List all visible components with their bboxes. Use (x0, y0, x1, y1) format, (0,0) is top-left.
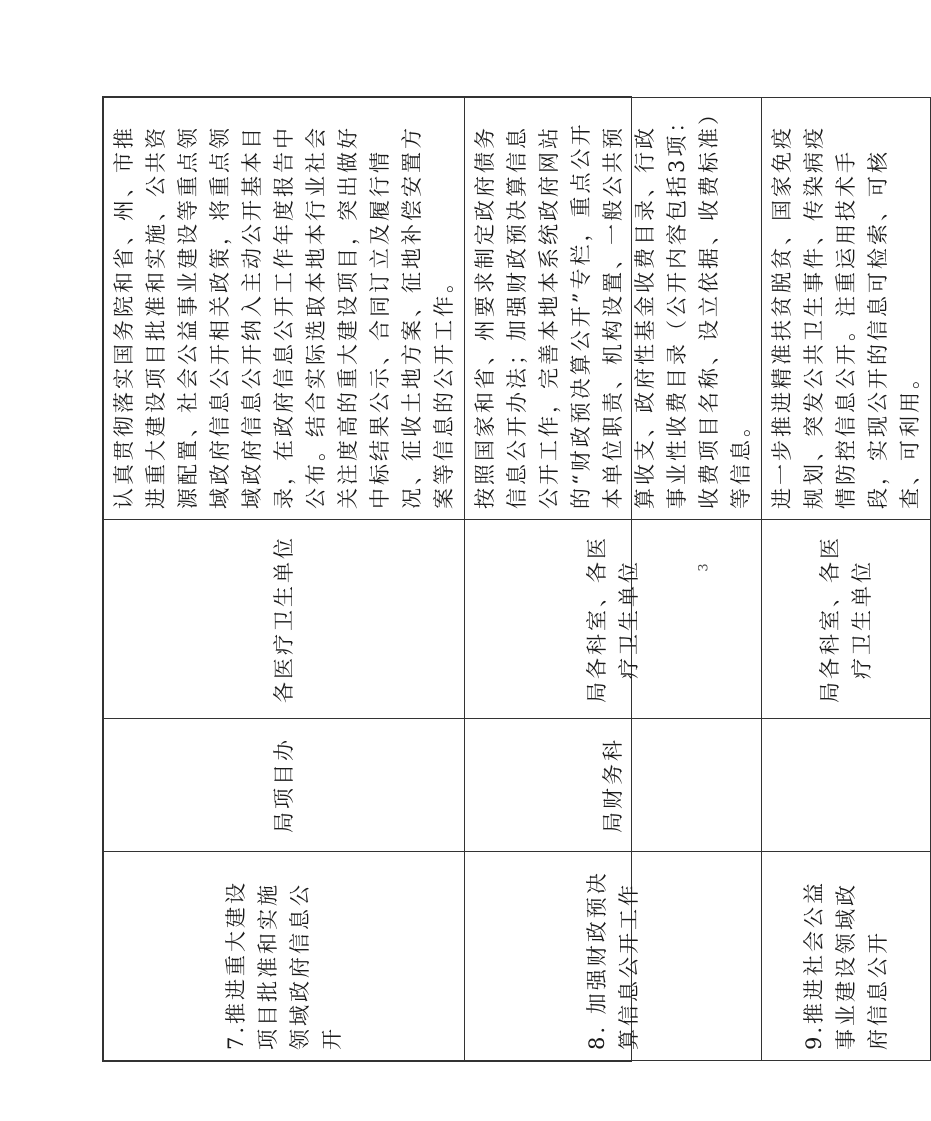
table-row (762, 98, 931, 1061)
document-table-frame (102, 96, 922, 1062)
content-cell: 进一步推进精准扶贫脱贫、国家免疫规划、突发公共卫生事件、传染病疫情防控信息公开。注重运用技术手段，实现公开的信息可检索、可核查、可利用。 (762, 98, 931, 520)
responsible-unit-cell: 局各科室、各医疗卫生单位 (762, 520, 931, 719)
table-row (465, 98, 762, 1061)
responsible-unit-cell: 局各科室、各医疗卫生单位 (465, 520, 762, 719)
table-row (104, 98, 465, 1061)
document-table (103, 97, 931, 1061)
task-cell: 9.推进社会公益事业建设领域政府信息公开 (762, 852, 931, 1061)
lead-unit-cell (762, 719, 931, 852)
lead-unit-cell: 局财务科 (465, 719, 762, 852)
content-cell: 按照国家和省、州要求制定政府债务信息公开办法；加强财政预决算信息公开工作，完善本地本系统政府网站的“财政预决算公开”专栏，重点公开本单位职责、机构设置、一般公共预算收支、政府性基金收费目录、行政事业性收费目录（公开内容包括3项：收费项目名称、设立依据、收费标准）等信息。 (465, 98, 762, 520)
page-number: 3 (696, 563, 712, 572)
content-cell: 认真贯彻落实国务院和省、州、市推进重大建设项目批准和实施、公共资源配置、社会公益事业建设等重点领域政府信息公开相关政策，将重点领域政府信息公开纳入主动公开基本目录，在政府信息公开工作年度报告中公布。结合实际选取本地本行业社会关注度高的重大建设项目，突出做好中标结果公示、合同订立及履行情况、征收土地方案、征地补偿安置方案等信息的公开工作。 (104, 98, 465, 520)
task-cell: 7.推进重大建设项目批准和实施领域政府信息公开 (104, 852, 465, 1061)
task-cell: 8. 加强财政预决算信息公开工作 (465, 852, 762, 1061)
lead-unit-cell: 局项目办 (104, 719, 465, 852)
responsible-unit-cell: 各医疗卫生单位 (104, 520, 465, 719)
